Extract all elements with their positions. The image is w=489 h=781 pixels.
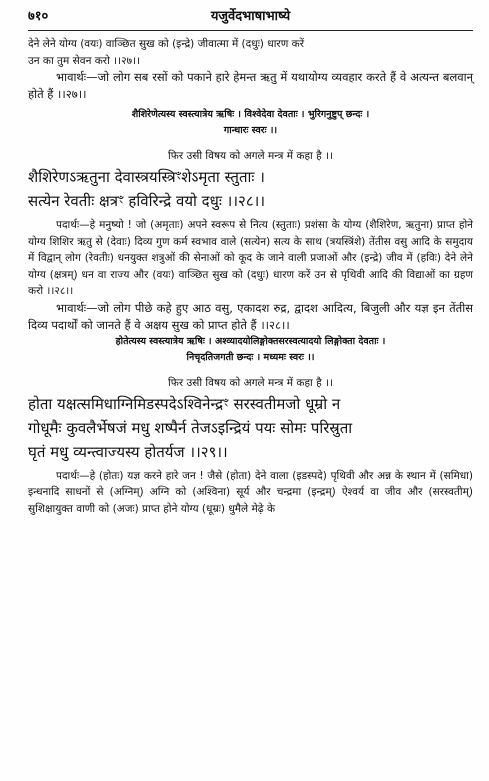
page-number: ७१० bbox=[28, 9, 49, 24]
padartha-28: पदार्थः—हे मनुष्यो ! जो (अमृताः) अपने स्वरूप से नित्य (स्तुताः) प्रशंसा के योग्य (शैशिरेण, ऋतुना) प्राप्त होने योग्य शिशिर ऋतु से (देवाः) दिव्य गुण कर्म स्वभाव वाले (सत्येन) सत्य के साथ (त्रयस्त्रिंशे) तेंतीस वसु आदि के समुदाय में विद्वान् लोग (रेवतीः) धनयुक्त शत्रुओं की सेनाओं को कूद के जाने वाली प्रजाओं और (इन्द्रे) जीव में (हविः) देने लेने योग्य (क्षत्रम्) धन वा राज्य और (वयः) वाञ्छित सुख को (दधुः) धारण करें उन से पृथिवी आदि की विद्याओं का ग्रहण करो ।।२८।। bbox=[28, 219, 473, 297]
running-title: यजुर्वेदभाषाभाष्ये bbox=[210, 9, 291, 24]
mantra-29-line1: होता यक्षत्समिधाग्निमिडस्पदेऽश्विनेन्द्रꣳ सरस्वतीमजो धूम्रो न bbox=[28, 394, 341, 413]
mantra-28-line1: शैशिरेणऽऋतुना देवास्त्रयस्त्रिꣳशेऽमृता स्तुताः । bbox=[28, 168, 265, 186]
padartha-27-tail-line1: देने लेने योग्य (वयः) वाञ्छित सुख को (इन्द्रे) जीवात्मा में (दधुः) धारण करें bbox=[28, 38, 305, 50]
mantra-29-rishi-devata: होतेत्यस्य स्वस्त्यात्रेय ऋषिः । अश्व्यादयोलिङ्गोक्तसरस्वत्यादयो लिङ्गोक्ता देवताः । bbox=[115, 335, 386, 347]
running-header bbox=[28, 6, 473, 28]
mantra-28-svara: गान्धारः स्वरः ।। bbox=[223, 125, 278, 136]
padartha-29: पदार्थः—हे (होतः) यज्ञ करने हारे जन ! जैसे (होता) देने वाला (इडस्पदे) पृथिवी और अन्न के स्थान में (समिधा) इन्धनादि साधनों से (अग्निम्) अग्नि को (अश्विना) सूर्य और चन्द्रमा (इन्द्रम्) ऐश्वर्य वा जीव और (सरस्वतीम्) सुशिक्षायुक्त वाणी को (अजः) प्राप्त होने योग्य (धूम्रः) धुमैले मेढ़े के bbox=[28, 469, 473, 515]
padartha-27-tail-line2: उन का तुम सेवन करो ।।२७।। bbox=[28, 54, 140, 67]
mantra-28-intro: फिर उसी विषय को अगले मन्त्र में कहा है ।। bbox=[168, 150, 333, 162]
mantra-29-intro: फिर उसी विषय को अगले मन्त्र में कहा है ।। bbox=[168, 376, 333, 389]
mantra-29-line2: गोधूमैः कुवलैर्भेषजं मधु शष्पैर्न तेजऽइन्द्रियं पयः सोमः परिस्रुता bbox=[28, 418, 353, 437]
header-rule bbox=[28, 30, 473, 31]
mantra-28-rishi-devata: शैशिरेणेत्यस्य स्वस्त्यात्रेय ऋषिः । विश्वेदेवा देवताः । भुरिगनुष्टुप् छन्दः । bbox=[131, 109, 370, 120]
mantra-29-chhanda-svara: निचृदतिजगती छन्दः । मध्यमः स्वरः ।। bbox=[186, 351, 315, 363]
bhavartha-27: भावार्थः—जो लोग सब रसों को पकाने हारे हेमन्त ऋतु में यथायोग्य व्यवहार करते हैं वे अत्यन्त बलवान् होते हैं ।।२७।। bbox=[28, 70, 473, 101]
mantra-29-line3: घृतं मधु व्यन्त्वाज्यस्य होतर्यज ।।२९।। bbox=[28, 442, 228, 461]
bhavartha-28: भावार्थः—जो लोग पीछे कहे हुए आठ वसु, एकादश रुद्र, द्वादश आदित्य, बिजुली और यज्ञ इन तेंतीस दिव्य पदार्थों को जानते हैं वे अक्षय सुख को प्राप्त होते हैं ।।२८।। bbox=[28, 300, 473, 332]
mantra-28-line2: सत्येन रेवतीः क्षत्रꣳ हविरिन्द्रे वयो दधुः ।।२८।। bbox=[28, 192, 266, 210]
